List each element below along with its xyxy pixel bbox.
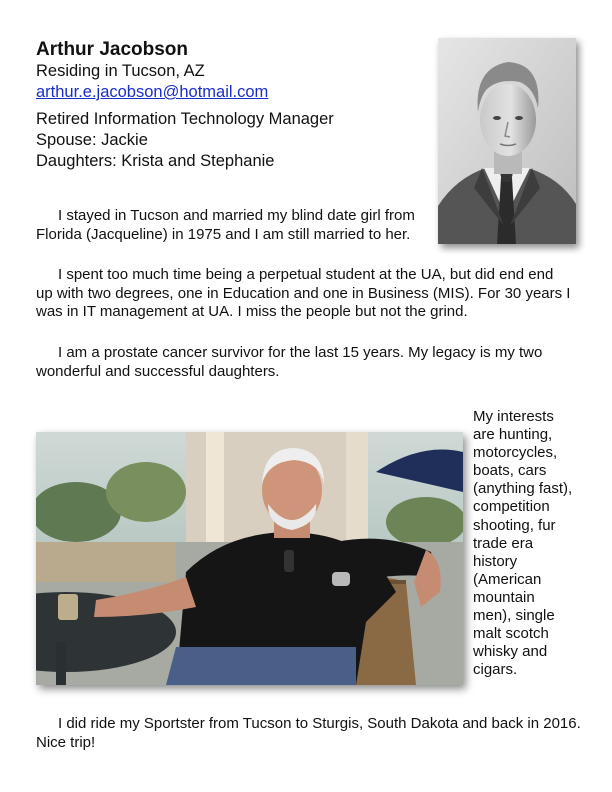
- occupation: Retired Information Technology Manager: [36, 110, 334, 128]
- paragraph-legacy: I am a prostate cancer survivor for the last 15 years. My legacy is my two wonderful and successful daughters.: [36, 344, 543, 380]
- outdoor-illustration: [36, 432, 463, 685]
- paragraph-interests: My interests are hunting, motorcycles, boats, cars (anything fast), competition shooting, fur trade era history (American mountain men), single malt scotch whisky and cigars.: [473, 408, 573, 679]
- yearbook-portrait-photo: [438, 38, 576, 244]
- paragraph-sturgis-trip: I did ride my Sportster from Tucson to Sturgis, South Dakota and back in 2016. Nice trip!: [36, 715, 581, 751]
- profile-header: [36, 38, 334, 172]
- paragraph-education-career: I spent too much time being a perpetual student at the UA, but did end end up with two degrees, one in Education and one in Business (MIS). For 30 years I was in IT management at UA. I miss the people but not the grind.: [36, 266, 571, 320]
- daughters: Daughters: Krista and Stephanie: [36, 152, 275, 170]
- email-link[interactable]: arthur.e.jacobson@hotmail.com: [36, 83, 269, 101]
- residence: Residing in Tucson, AZ: [36, 62, 205, 80]
- person-name: Arthur Jacobson: [36, 39, 189, 60]
- spouse: Spouse: Jackie: [36, 131, 148, 149]
- paragraph-marriage: I stayed in Tucson and married my blind date girl from Florida (Jacqueline) in 1975 and I am still married to her.: [36, 207, 415, 243]
- recent-outdoor-photo: [36, 432, 463, 685]
- portrait-illustration: [438, 38, 576, 244]
